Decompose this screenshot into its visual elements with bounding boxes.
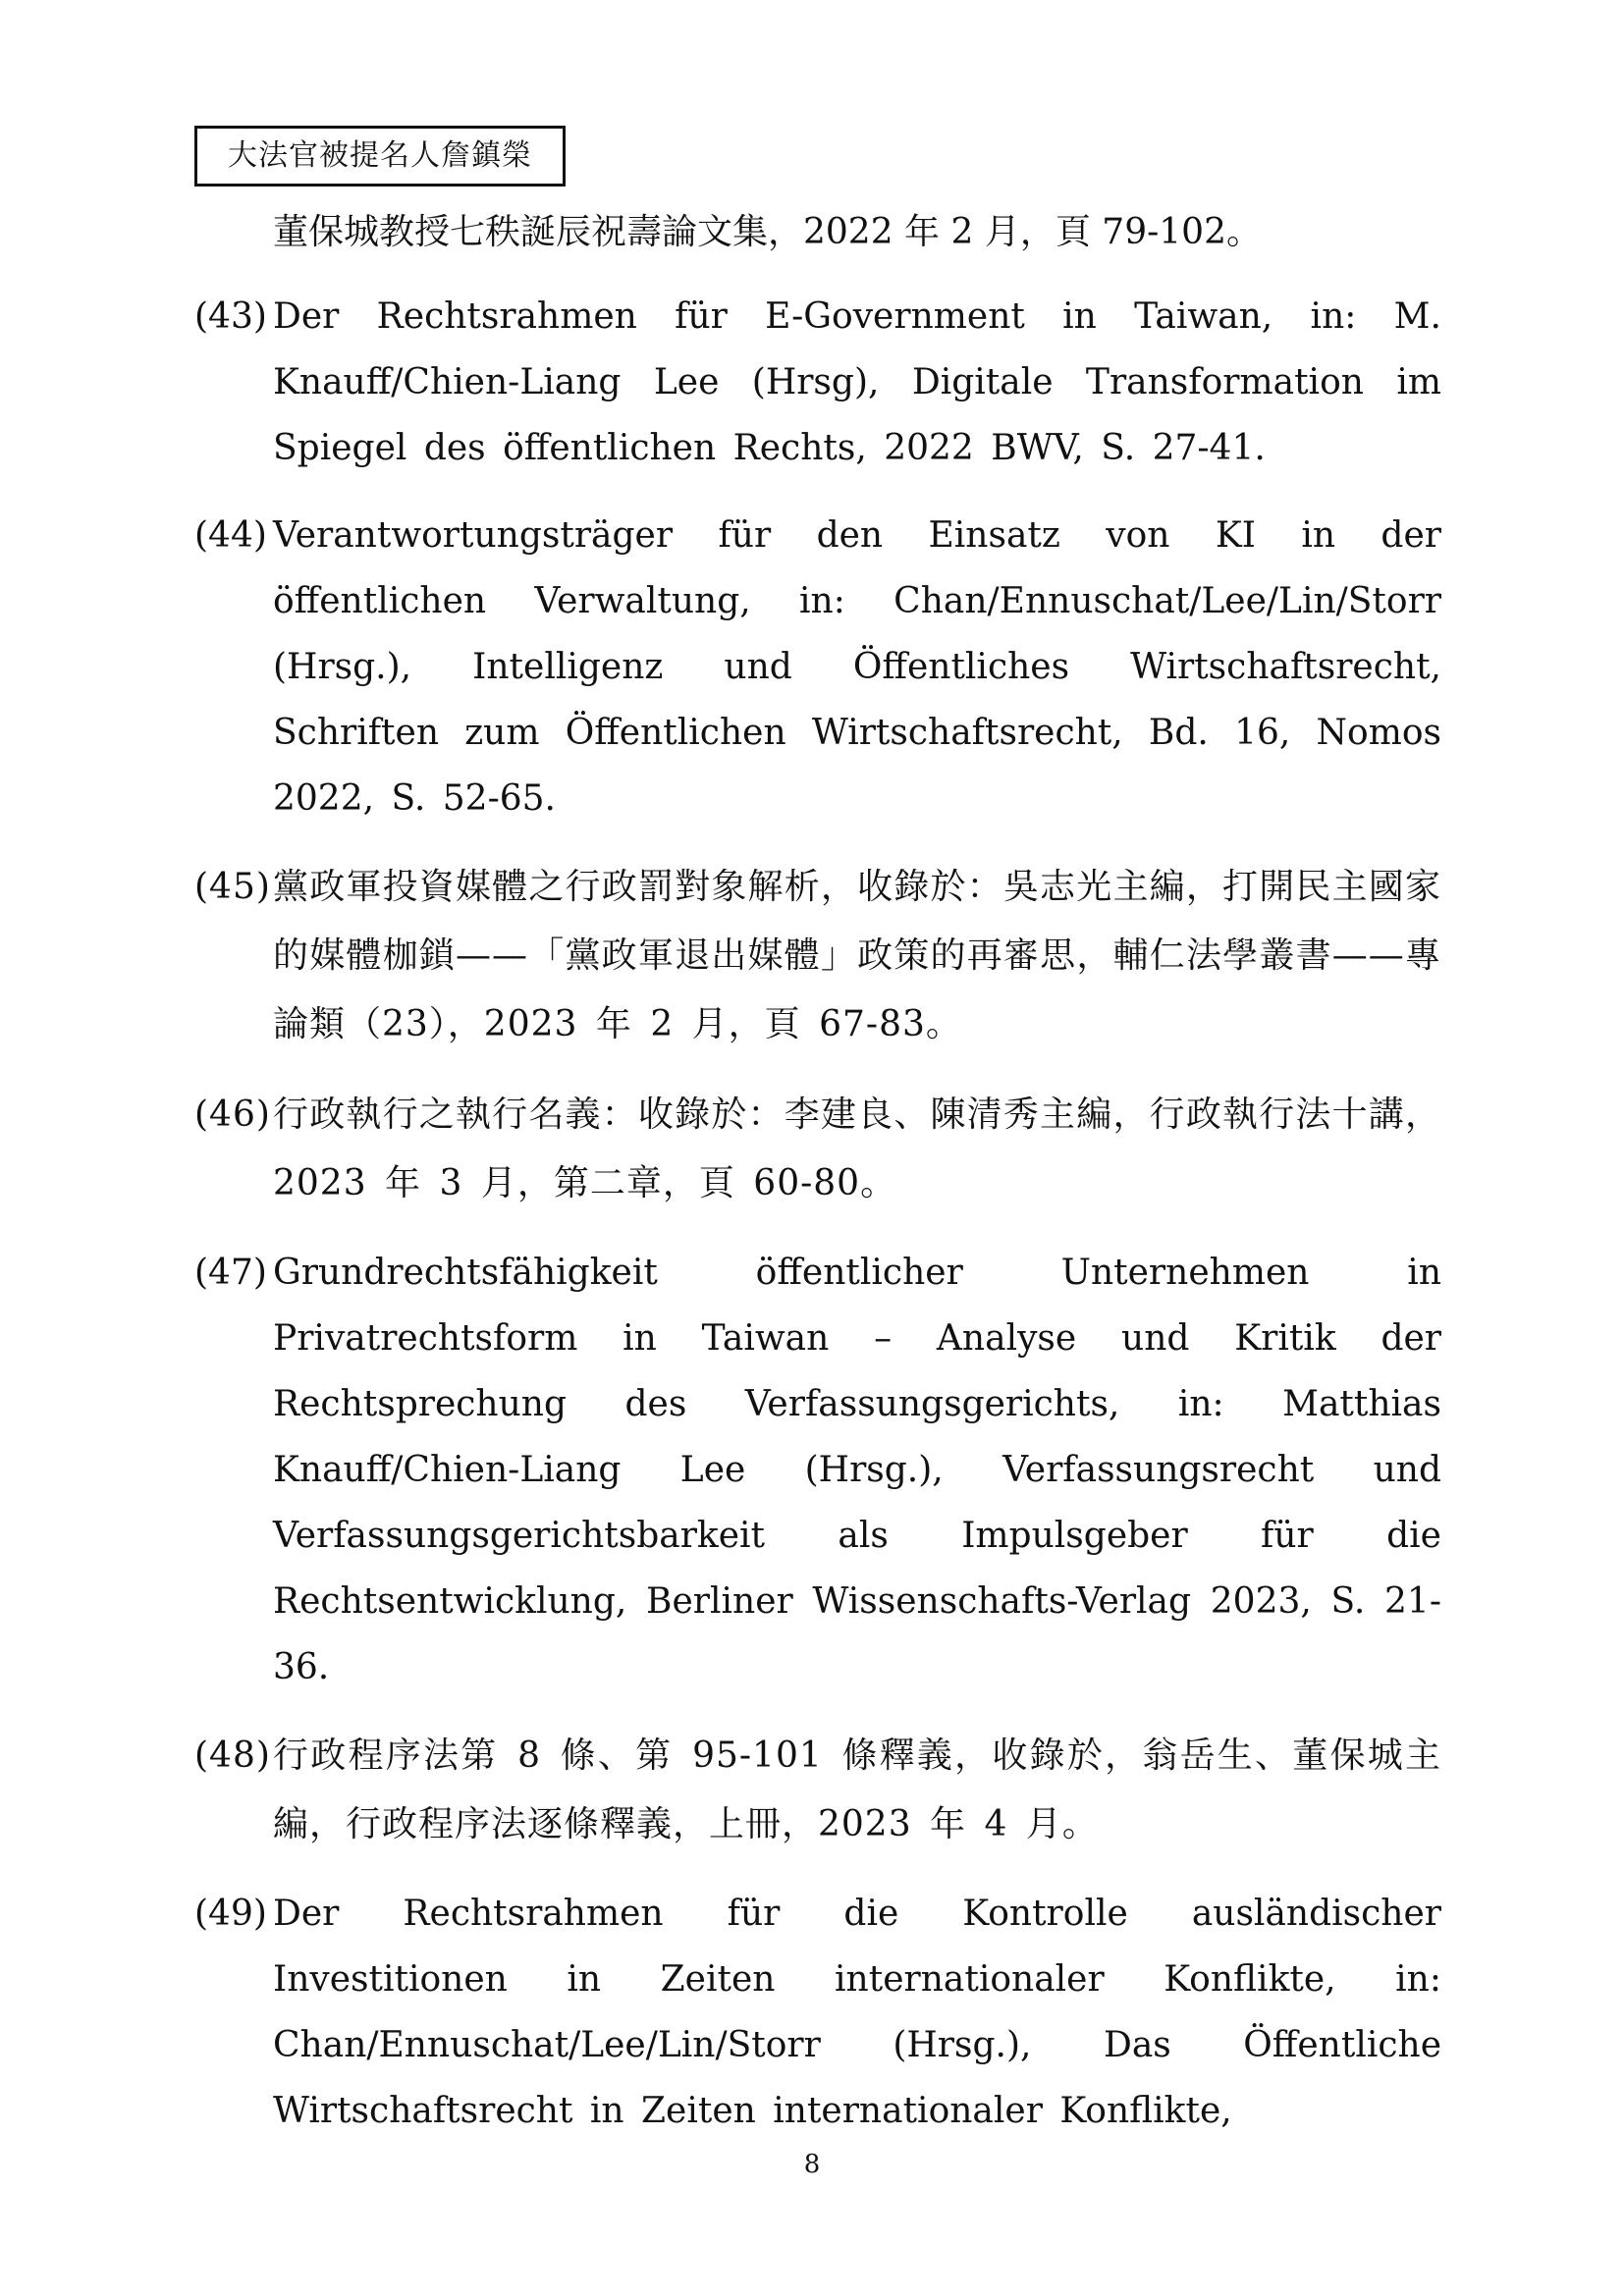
nominee-header-box: [194, 126, 566, 187]
continuation-line: 董保城教授七秩誕辰祝壽論文集，2022 年 2 月，頁 79-102。: [273, 212, 1262, 252]
entry-text: 行政程序法第 8 條、第 95-101 條釋義，收錄於，翁岳生、董保城主編，行政程序法逐條釋義，上冊，2023 年 4 月。: [273, 1735, 1441, 1844]
entry-text: Der Rechtsrahmen für die Kontrolle ausländischer Investitionen in Zeiten internationaler Konflikte, in: Chan/Ennuschat/Lee/Lin/Storr (Hrsg.), Das Öffentliche Wirtschaftsrecht in Zeiten internationaler Konflikte,: [273, 1894, 1441, 2131]
entry-number: (49): [194, 1894, 267, 1934]
entry-number: (47): [194, 1253, 267, 1293]
publication-entry-43: [194, 284, 1441, 481]
entry-text: Der Rechtsrahmen für E-Government in Taiwan, in: M. Knauff/Chien-Liang Lee (Hrsg), Digitale Transformation im Spiegel des öffentlichen Rechts, 2022 BWV, S. 27-41.: [273, 296, 1441, 468]
entry-text: 黨政軍投資媒體之行政罰對象解析，收錄於：吳志光主編，打開民主國家的媒體枷鎖——「黨政軍退出媒體」政策的再審思，輔仁法學叢書——專論類（23），2023 年 2 月，頁 67-83。: [273, 867, 1441, 1044]
entry-text: Grundrechtsfähigkeit öffentlicher Unternehmen in Privatrechtsform in Taiwan – Analyse und Kritik der Rechtsprechung des Verfassungsgerichts, in: Matthias Knauff/Chien-Liang Lee (Hrsg.), Verfassungsrecht und Verfassungsgerichtsbarkeit als Impulsgeber für die Rechtsentwicklung, Berliner Wissenschafts-Verlag 2023, S. 21-36.: [273, 1253, 1441, 1687]
entry-number: (46): [194, 1095, 271, 1135]
entry-number: (45): [194, 867, 271, 907]
publication-list: [194, 201, 1441, 2165]
publication-entry-48: [194, 1722, 1441, 1859]
entry-text: 行政執行之執行名義：收錄於：李建良、陳清秀主編，行政執行法十講，2023 年 3 月，第二章，頁 60-80。: [273, 1095, 1441, 1203]
publication-entry-45: [194, 853, 1441, 1059]
page-number: 8: [803, 2150, 821, 2179]
nominee-header-label: 大法官被提名人詹鎮榮: [228, 138, 532, 173]
entry-number: (43): [194, 296, 267, 337]
publication-entry-46: [194, 1081, 1441, 1218]
entry-number: (48): [194, 1735, 271, 1776]
entry-text: Verantwortungsträger für den Einsatz von KI in der öffentlichen Verwaltung, in: Chan/Ennuschat/Lee/Lin/Storr (Hrsg.), Intelligenz und Öffentliches Wirtschaftsrecht, Schriften zum Öffentlichen Wirtschaftsrecht, Bd. 16, Nomos 2022, S. 52-65.: [273, 515, 1441, 819]
entry-number: (44): [194, 515, 267, 556]
publication-entry-49: [194, 1881, 1441, 2144]
publication-entry-47: [194, 1240, 1441, 1700]
publication-entry-44: [194, 503, 1441, 831]
